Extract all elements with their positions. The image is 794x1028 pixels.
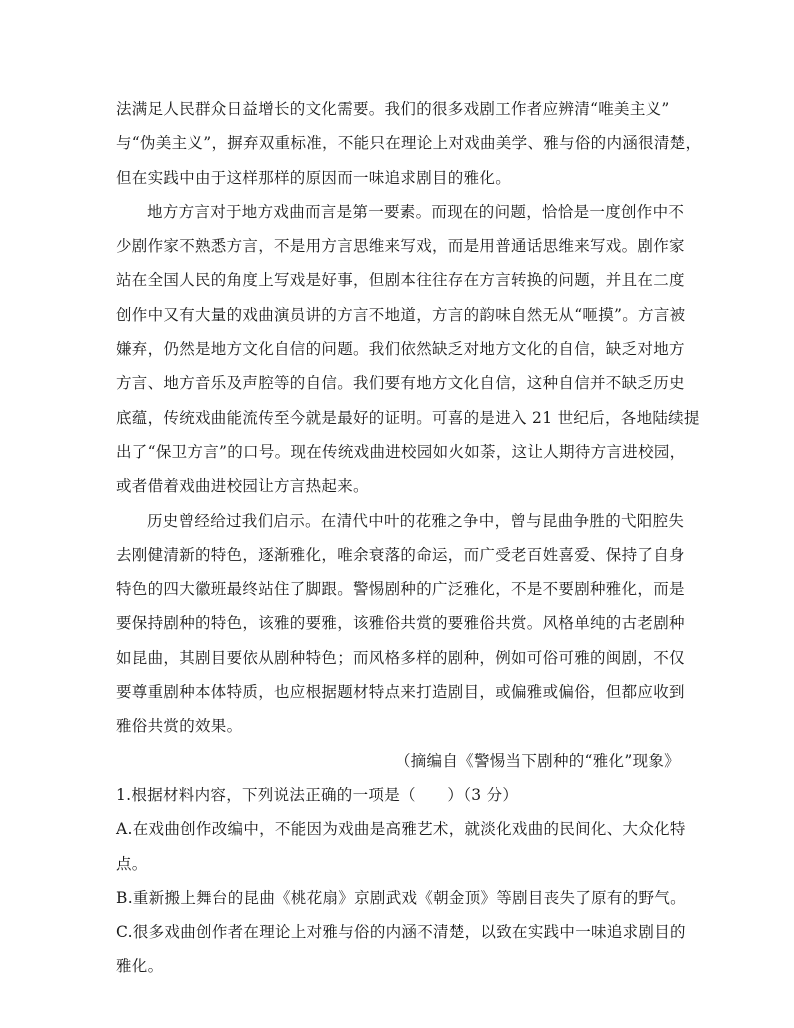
paragraph-2 xyxy=(116,195,700,504)
text-line: 与“伪美主义”，摒弃双重标准，不能只在理论上对戏曲美学、雅与俗的内涵很清楚， xyxy=(116,134,702,153)
text-line: 地方方言对于地方戏曲而言是第一要素。而现在的问题，恰恰是一度创作中不 xyxy=(147,202,685,221)
text-line: 方言、地方音乐及声腔等的自信。我们要有地方文化自信，这种自信并不缺乏历史 xyxy=(116,374,685,393)
question-stem: 1.根据材料内容，下列说法正确的一项是（ ）（3 分） xyxy=(116,785,519,804)
text-line: 特色的四大徽班最终站住了脚跟。警惕剧种的广泛雅化，不是不要剧种雅化，而是 xyxy=(116,580,685,599)
text-line: 法满足人民群众日益增长的文化需要。我们的很多戏剧工作者应辨清“唯美主义” xyxy=(116,100,670,118)
option-b xyxy=(116,881,686,915)
option-line: B.重新搬上舞台的昆曲《桃花扇》京剧武戏《朝金顶》等剧目丧失了原有的野气。 xyxy=(116,888,686,907)
text-line: 要尊重剧种本体特质，也应根据题材特点来打造剧目，或偏雅或偏俗，但都应收到 xyxy=(116,683,685,702)
document-page xyxy=(116,92,702,984)
text-line: 出了“保卫方言”的口号。现在传统戏曲进校园如火如荼，这让人期待方言进校园， xyxy=(116,442,686,461)
option-c xyxy=(116,915,686,984)
option-line: A.在戏曲创作改编中，不能因为戏曲是高雅艺术，就淡化戏曲的民间化、大众化特 xyxy=(116,820,686,839)
text-line: 去刚健清新的特色，逐渐雅化，唯余衰落的命运，而广受老百姓喜爱、保持了自身 xyxy=(116,545,685,564)
text-line: 雅俗共赏的效果。 xyxy=(116,717,243,736)
question-1 xyxy=(116,778,686,984)
text-line: 少剧作家不熟悉方言，不是用方言思维来写戏，而是用普通话思维来写戏。剧作家 xyxy=(116,237,685,256)
text-line: 要保持剧种的特色，该雅的要雅，该雅俗共赏的要雅俗共赏。风格单纯的古老剧种 xyxy=(116,614,685,633)
text-line: 站在全国人民的角度上写戏是好事，但剧本往往存在方言转换的问题，并且在二度 xyxy=(116,271,685,290)
text-line: 但在实践中由于这样那样的原因而一味追求剧目的雅化。 xyxy=(116,168,512,187)
option-a xyxy=(116,812,686,881)
option-line: 雅化。 xyxy=(116,957,164,976)
paragraph-1 xyxy=(116,92,702,195)
text-line: 底蕴，传统戏曲能流传至今就是最好的证明。可喜的是进入 21 世纪后，各地陆续提 xyxy=(116,408,700,427)
text-line: 或者借着戏曲进校园让方言热起来。 xyxy=(116,477,369,496)
text-line: 如昆曲，其剧目要依从剧种特色；而风格多样的剧种，例如可俗可雅的闽剧，不仅 xyxy=(116,648,685,667)
paragraph-3 xyxy=(116,504,685,744)
option-line: C.很多戏曲创作者在理论上对雅与俗的内涵不清楚，以致在实践中一味追求剧目的 xyxy=(116,923,686,942)
text-line: 嫌弃，仍然是地方文化自信的问题。我们依然缺乏对地方文化的自信，缺乏对地方 xyxy=(116,340,685,359)
text-line: 历史曾经给过我们启示。在清代中叶的花雅之争中，曾与昆曲争胜的弋阳腔失 xyxy=(147,511,685,530)
text-line: 创作中又有大量的戏曲演员讲的方言不地道，方言的韵味自然无从“咂摸”。方言被 xyxy=(116,305,686,324)
source-citation: （摘编自《警惕当下剧种的“雅化”现象》 xyxy=(394,751,680,770)
option-line: 点。 xyxy=(116,854,148,873)
